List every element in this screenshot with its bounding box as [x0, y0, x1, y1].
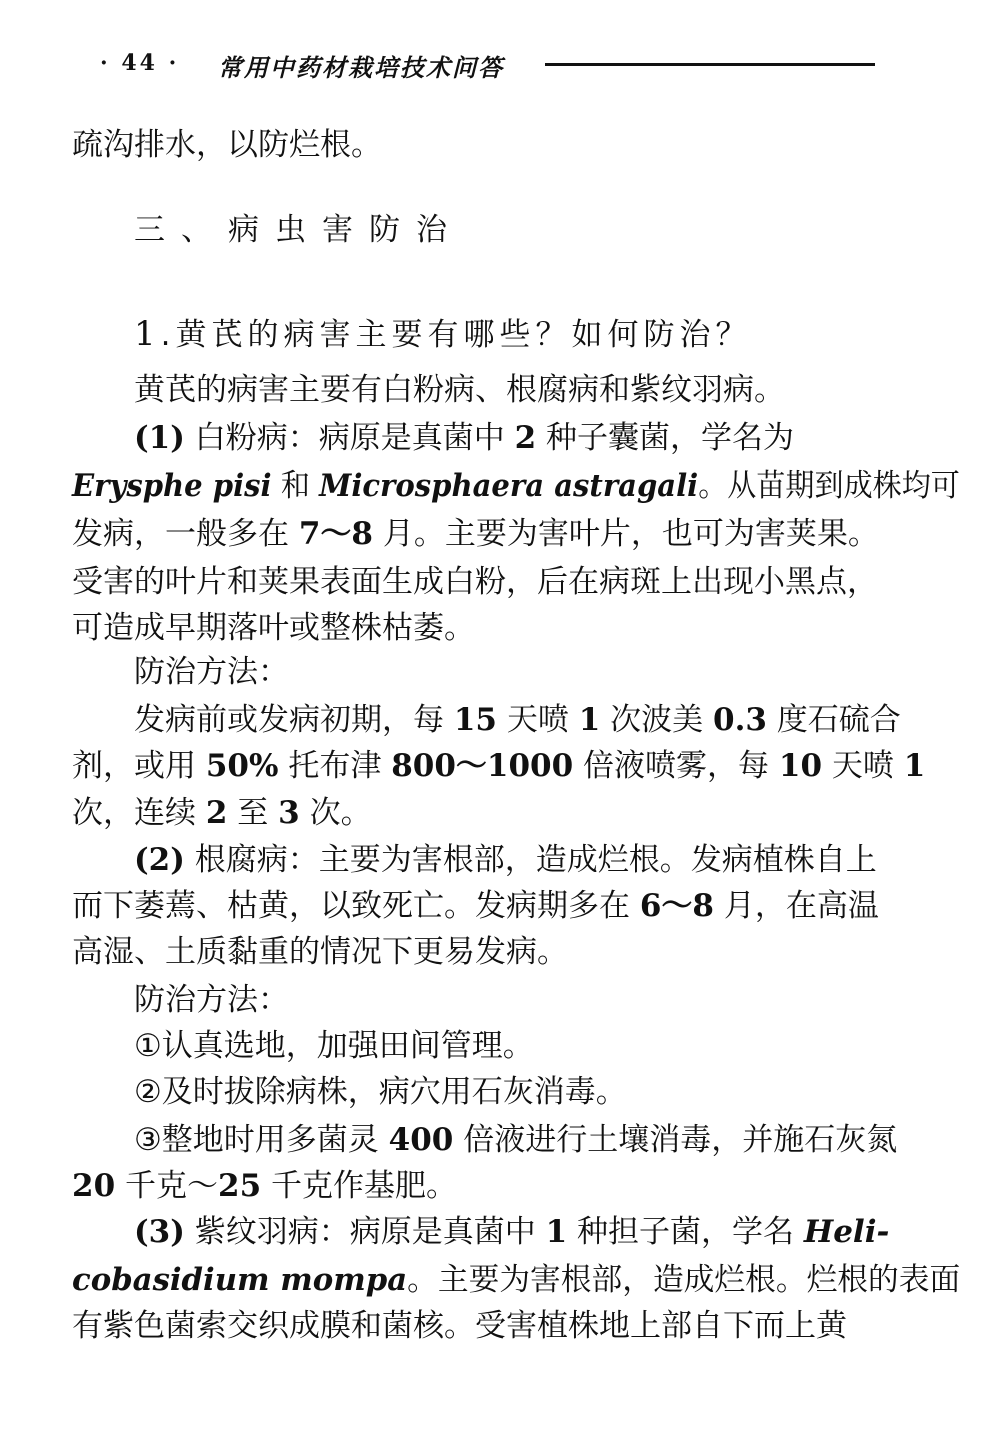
text-line-23: cobasidium mompa。主要为害根部，造成烂根。烂根的表面 — [72, 1262, 961, 1298]
header-rule — [545, 63, 875, 66]
text-line-14: (2) 根腐病：主要为害根部，造成烂根。发病植株自上 — [134, 842, 877, 878]
subheading-prevention-2: 防治方法： — [134, 982, 289, 1018]
question-number: 1 — [134, 314, 161, 354]
list-item-3: ③整地时用多菌灵 400 倍液进行土壤消毒，并施石灰氮 — [134, 1122, 898, 1158]
text-line-24: 有紫色菌索交织成膜和菌核。受害植株地上部自下而上黄 — [72, 1308, 847, 1344]
text-line-1: 疏沟排水，以防烂根。 — [72, 127, 382, 163]
text-line-16: 高湿、土质黏重的情况下更易发病。 — [72, 934, 568, 970]
question-text: .黄芪的病害主要有哪些？如何防治？ — [160, 317, 752, 353]
text-line-6: Erysphe pisi 和 Microsphaera astragali。从苗期到成株均可 — [72, 468, 960, 504]
page-number: · 44 · — [100, 50, 180, 76]
section-heading: 三、病虫害防治 — [134, 212, 463, 248]
text-line-12: 剂，或用 50% 托布津 800～1000 倍液喷雾，每 10 天喷 1 — [72, 748, 926, 784]
latin-name: Heli- — [803, 1214, 890, 1250]
text-line-21: 20 千克～25 千克作基肥。 — [72, 1168, 457, 1204]
latin-name: Microsphaera astragali — [319, 468, 699, 504]
text-line-11: 发病前或发病初期，每 15 天喷 1 次波美 0.3 度石硫合 — [134, 702, 901, 738]
text-line-9: 可造成早期落叶或整株枯萎。 — [72, 610, 475, 646]
text-line-13: 次，连续 2 至 3 次。 — [72, 795, 372, 831]
text-line-8: 受害的叶片和荚果表面生成白粉，后在病斑上出现小黑点， — [72, 564, 878, 600]
page-header — [100, 44, 875, 84]
text-line-15: 而下萎蔫、枯黄，以致死亡。发病期多在 6～8 月，在高温 — [72, 888, 879, 924]
text-line-22: (3) 紫纹羽病：病原是真菌中 1 种担子菌，学名 Heli- — [134, 1214, 890, 1250]
text-line-7: 发病，一般多在 7～8 月。主要为害叶片，也可为害荚果。 — [72, 516, 879, 552]
latin-name: Erysphe pisi — [72, 468, 272, 504]
list-item-2: ②及时拔除病株，病穴用石灰消毒。 — [134, 1074, 627, 1110]
latin-name: cobasidium mompa — [72, 1262, 408, 1298]
book-title: 常用中药材栽培技术问答 — [218, 53, 504, 82]
list-item-1: ①认真选地，加强田间管理。 — [134, 1028, 534, 1064]
text-line-5: (1) 白粉病：病原是真菌中 2 种子囊菌，学名为 — [134, 420, 795, 456]
subheading-prevention-1: 防治方法： — [134, 654, 289, 690]
text-line-4: 黄芪的病害主要有白粉病、根腐病和紫纹羽病。 — [134, 372, 785, 408]
question-heading — [134, 314, 752, 355]
